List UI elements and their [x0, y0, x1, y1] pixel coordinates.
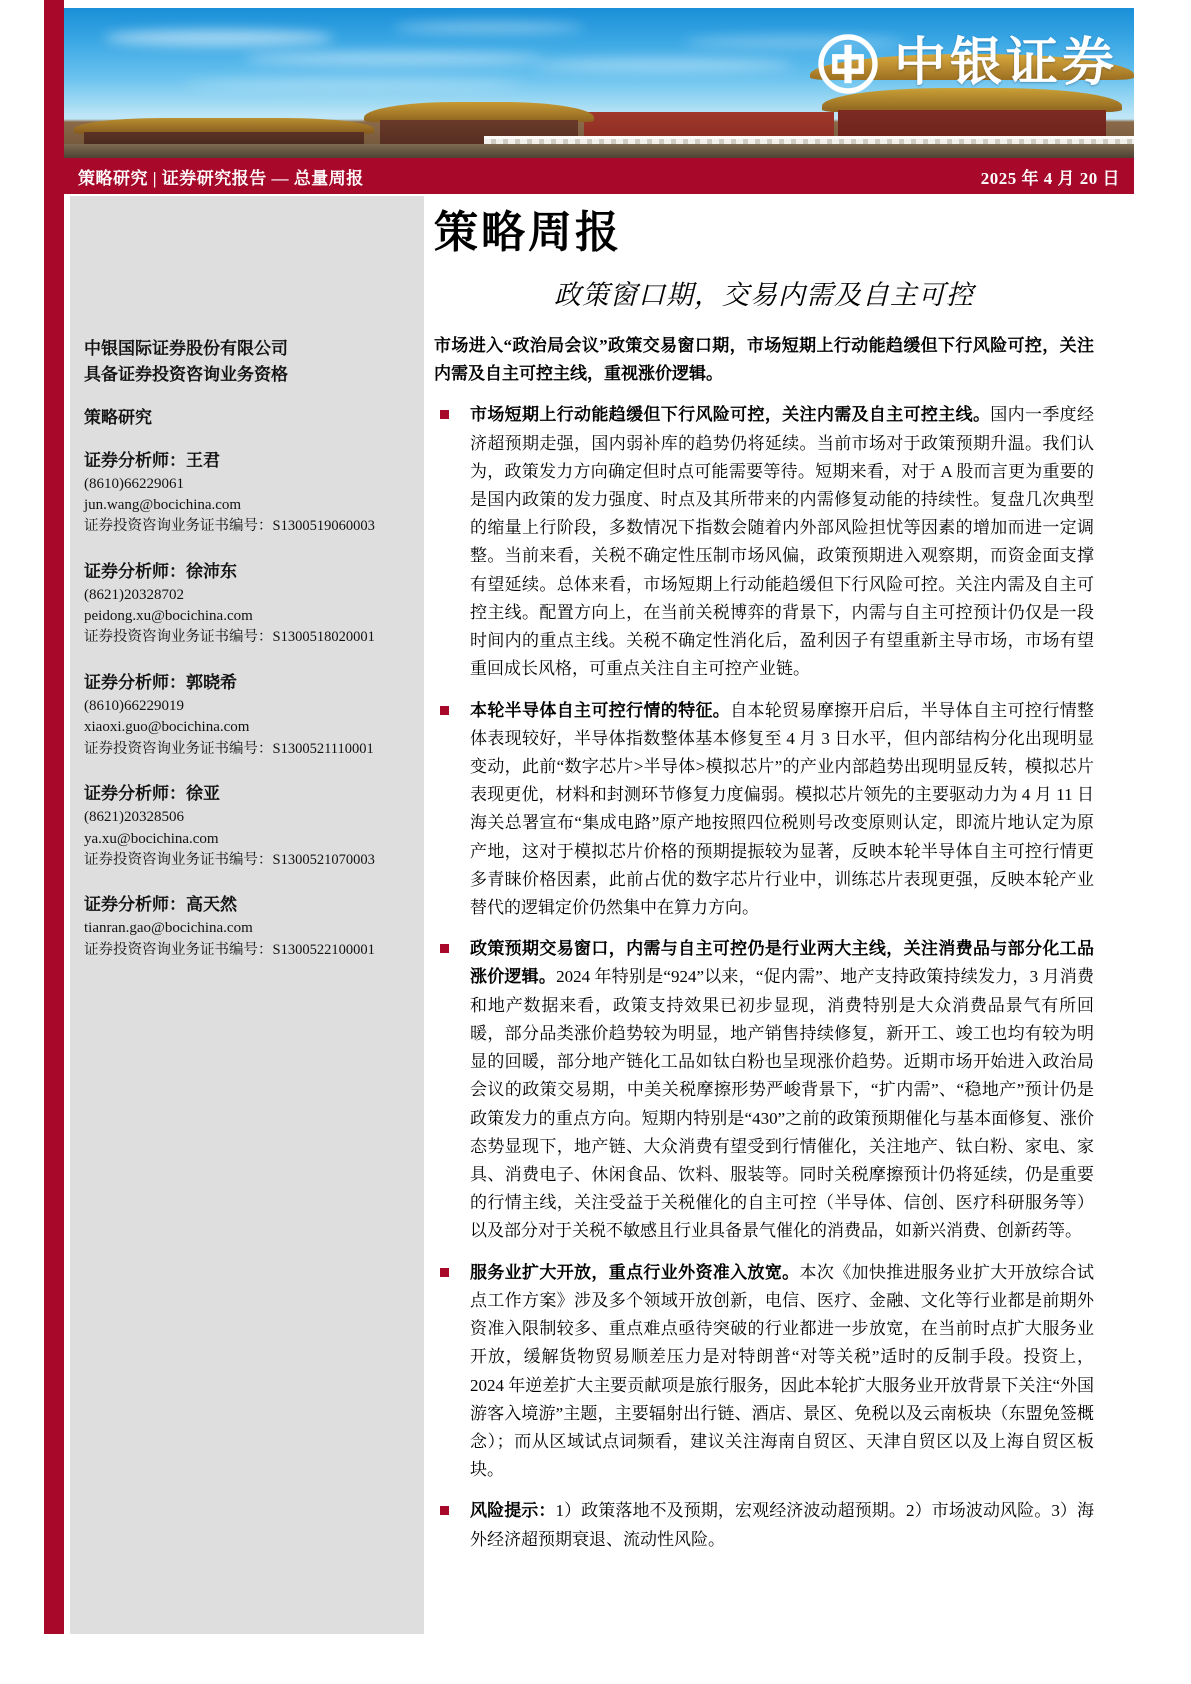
analyst-certificate: 证券投资咨询业务证书编号：S1300518020001: [84, 629, 375, 646]
logo-text: 中银证券: [893, 35, 1118, 92]
analyst-phone: (8610)66229019: [84, 698, 184, 715]
list-item: [434, 697, 1094, 923]
analyst-entry: [84, 779, 424, 870]
analyst-sidebar: [70, 196, 424, 1634]
analyst-entry: [84, 557, 424, 648]
bullet-body: 国内一季度经济超预期走强，国内弱补库的趋势仍将延续。当前市场对于政策预期升温。我们认为，政策发力方向确定但时点可能需要等待。短期来看，对于 A 股而言更为重要的是国内政策的发力强度、时点及其所带来的内需修复动能的持续性。复盘几次典型的缩量上行阶段，多数情况下指数会随着内外部风险担忧等因素的增加而进一定调整。当前来看，关税不确定性压制市场风偏，政策预期进入观察期，而资金面支撑有望延续。总体来看，市场短期上行动能趋缓但下行风险可控。关注内需及自主可控主线。配置方向上，在当前关税博弈的背景下，内需与自主可控预计仍仅是一段时间内的重点主线。关税不确定性消化后，盈利因子有望重新主导市场，市场有望重回成长风格，可重点关注自主可控产业链。: [470, 405, 1095, 679]
report-meta-bar: [64, 158, 1134, 194]
header-banner-forbidden-city: [64, 8, 1134, 158]
analyst-name: 证券分析师：王君: [84, 450, 220, 470]
analyst-email[interactable]: xiaoxi.guo@bocichina.com: [84, 719, 250, 736]
analyst-certificate: 证券投资咨询业务证书编号：S1300521070003: [84, 851, 375, 868]
analyst-email[interactable]: ya.xu@bocichina.com: [84, 830, 219, 847]
bullet-body: 1）政策落地不及预期，宏观经济波动超预期。2）市场波动风险。3）海外经济超预期衰退、流动性风险。: [470, 1501, 1095, 1549]
list-item: [434, 401, 1094, 683]
left-red-spine: [44, 0, 64, 1634]
report-body: [434, 196, 1094, 1567]
analyst-certificate: 证券投资咨询业务证书编号：S1300519060003: [84, 518, 375, 535]
analyst-name: 证券分析师：高天然: [84, 895, 237, 915]
bullet-lead: 市场短期上行动能趋缓但下行风险可控，关注内需及自主可控主线。: [470, 405, 991, 425]
boc-circular-coin-logo-icon: [818, 34, 878, 94]
page-title: 策略周报: [434, 208, 622, 257]
bullet-body: 自本轮贸易摩擦开启后，半导体自主可控行情整体表现较好，半导体指数整体基本修复至 4 月 3 日水平，但内部结构分化出现明显变动，此前“数字芯片>半导体>模拟芯片”的产业内部趋势出现明显反转，模拟芯片表现更优，材料和封测环节修复力度偏弱。模拟芯片领先的主要驱动力为 4 月 11 日海关总署宣布“集成电路”原产地按照四位税则号改变原则认定，即流片地认定为原产地，这对于模拟芯片价格的预期提振较为显著，反映本轮半导体自主可控行情更多青睐价格因素，此前占优的数字芯片行业中，训练芯片表现更强，反映本轮产业替代的逻辑定价仍然集中在算力方向。: [470, 700, 1095, 918]
list-item: [434, 935, 1094, 1245]
bullet-body: 2024 年特别是“924”以来，“促内需”、地产支持政策持续发力，3 月消费和地产数据来看，政策支持效果已初步显现，消费特别是大众消费品景气有所回暖，部分品类涨价趋势较为明显，地产销售持续修复，新开工、竣工也均有较为明显的回暖，部分地产链化工品如钛白粉也呈现涨价趋势。近期市场开始进入政治局会议的政策交易期，中美关税摩擦形势严峻背景下，“扩内需”、“稳地产”预计仍是政策发力的重点方向。短期内特别是“430”之前的政策预期催化与基本面修复、涨价态势显现下，地产链、大众消费有望受到行情催化，关注地产、钛白粉、家电、家具、消费电子、休闲食品、饮料、服装等。同时关税摩擦预计仍将延续，仍是重要的行情主线，关注受益于关税催化的自主可控（半导体、信创、医疗科研服务等）以及部分对于关税不敏感且行业具备景气催化的消费品，如新兴消费、创新药等。: [470, 967, 1094, 1241]
list-item: [434, 1497, 1094, 1553]
firm-name: 中银国际证券股份有限公司 具备证券投资咨询业务资格: [84, 339, 288, 385]
analyst-name: 证券分析师：徐亚: [84, 784, 220, 804]
report-date: 2025 年 4 月 20 日: [980, 168, 1120, 188]
analyst-entry: [84, 446, 424, 537]
analyst-phone: (8621)20328506: [84, 809, 184, 826]
analyst-phone: (8610)66229061: [84, 475, 184, 492]
page-subtitle: 政策窗口期，交易内需及自主可控: [554, 280, 974, 311]
boc-securities-logo: [818, 34, 1118, 94]
analyst-entry: [84, 890, 424, 960]
list-item: [434, 1259, 1094, 1485]
analyst-name: 证券分析师：徐沛东: [84, 561, 237, 581]
bullet-body: 本次《加快推进服务业扩大开放综合试点工作方案》涉及多个领域开放创新，电信、医疗、金融、文化等行业都是前期外资准入限制较多、重点难点亟待突破的行业都进一步放宽，在当前时点扩大服务业开放，缓解货物贸易顺差压力是对特朗普“对等关税”适时的反制手段。投资上，2024 年逆差扩大主要贡献项是旅行服务，因此本轮扩大服务业开放背景下关注“外国游客入境游”主题，主要辐射出行链、酒店、景区、免税以及云南板块（东盟免签概念）；而从区域试点词频看，建议关注海南自贸区、天津自贸区以及上海自贸区板块。: [470, 1262, 1095, 1480]
bullet-lead: 本轮半导体自主可控行情的特征。: [470, 700, 731, 720]
analyst-certificate: 证券投资咨询业务证书编号：S1300521110001: [84, 740, 374, 757]
department-name: 策略研究: [84, 407, 152, 427]
analyst-email[interactable]: peidong.xu@bocichina.com: [84, 608, 253, 625]
abstract-paragraph: 市场进入“政治局会议”政策交易窗口期，市场短期上行动能趋缓但下行风险可控，关注内需及自主可控主线，重视涨价逻辑。: [434, 336, 1094, 383]
analyst-name: 证券分析师：郭晓希: [84, 673, 237, 693]
report-category: 策略研究 | 证券研究报告 — 总量周报: [78, 168, 364, 188]
bullet-lead: 政策预期交易窗口，内需与自主可控仍是行业两大主线，关注消费品与部分化工品涨价逻辑。: [470, 939, 1094, 987]
analyst-email[interactable]: jun.wang@bocichina.com: [84, 496, 242, 513]
bullet-lead: 服务业扩大开放，重点行业外资准入放宽。: [470, 1262, 800, 1282]
bullet-list: [434, 401, 1094, 1554]
bullet-lead: 风险提示：: [470, 1501, 556, 1521]
analyst-phone: (8621)20328702: [84, 586, 184, 603]
analyst-certificate: 证券投资咨询业务证书编号：S1300522100001: [84, 941, 375, 958]
analyst-entry: [84, 668, 424, 759]
analyst-email[interactable]: tianran.gao@bocichina.com: [84, 920, 253, 937]
